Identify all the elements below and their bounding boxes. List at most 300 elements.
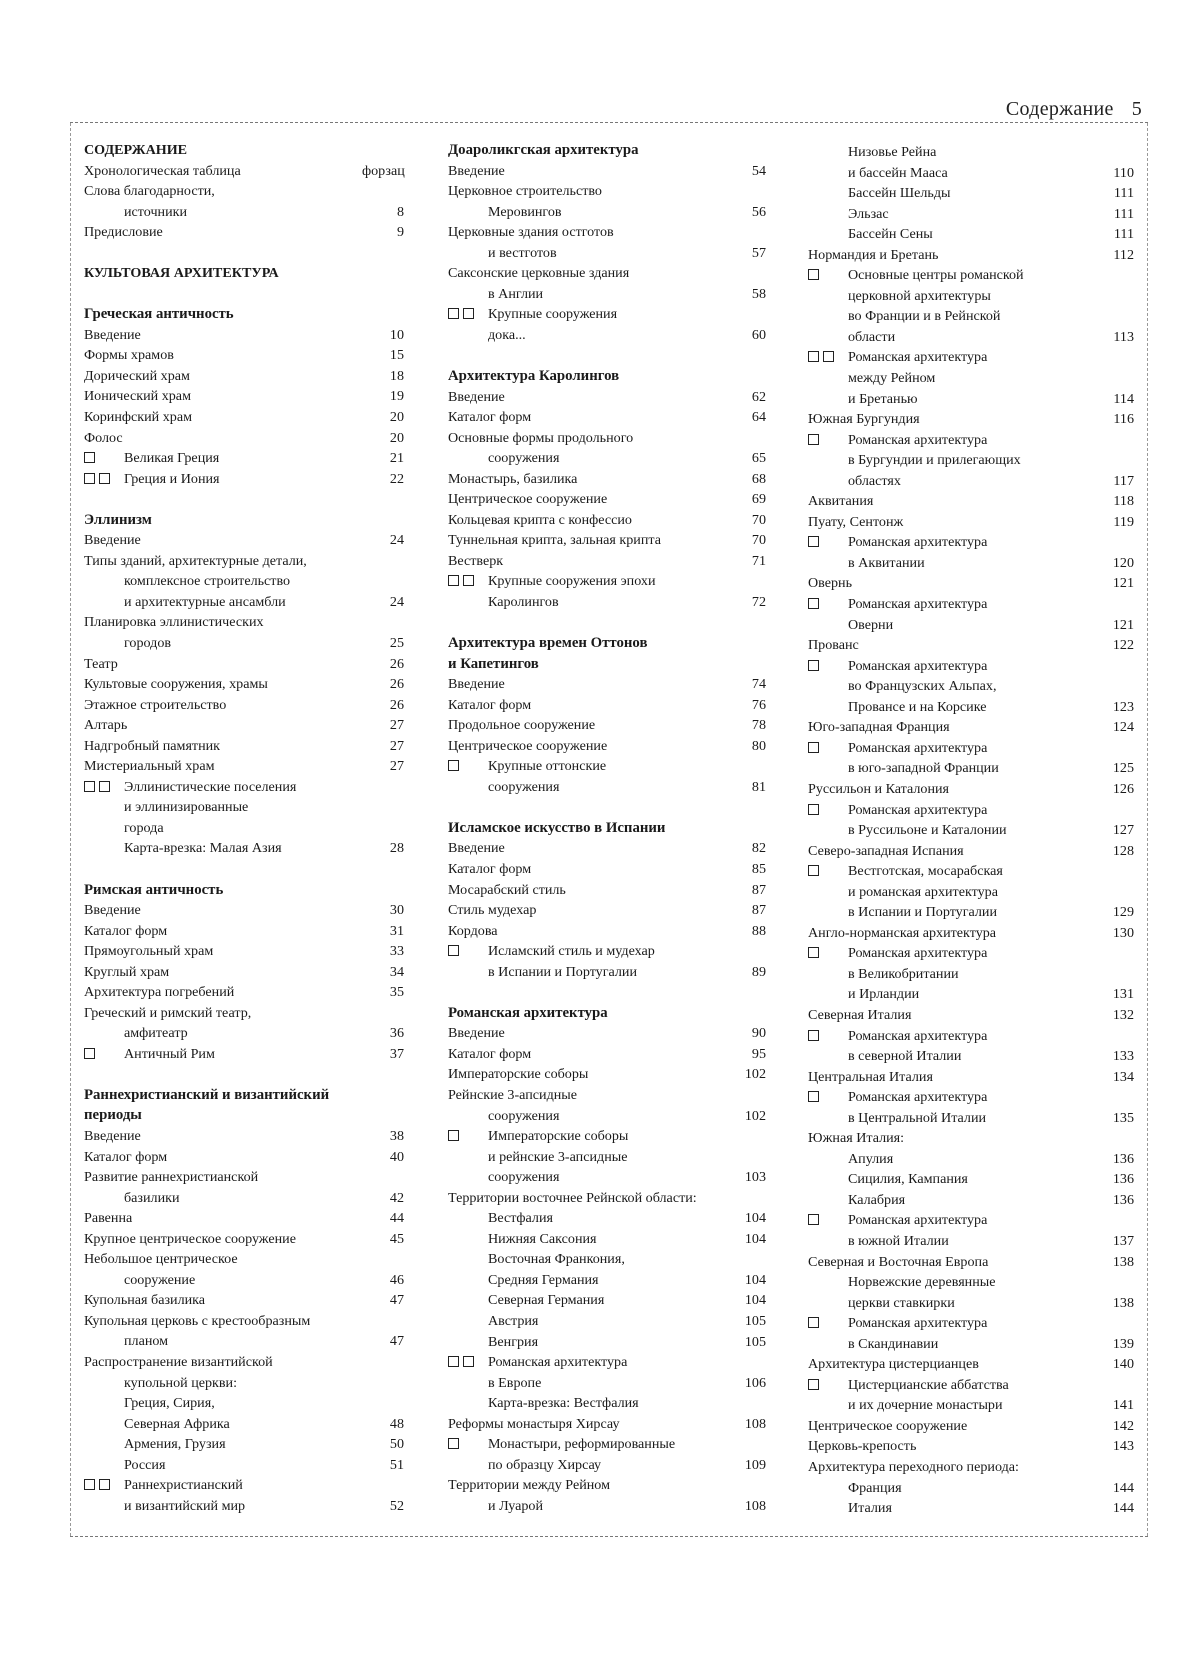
toc-entry-text: Италия: [848, 1500, 892, 1517]
toc-page-number: 22: [389, 470, 404, 487]
toc-entry: [448, 1044, 766, 1065]
toc-spacer: [84, 859, 404, 880]
toc-line: [448, 1373, 766, 1394]
toc-line: [808, 841, 1134, 862]
toc-entry-text: Романская архитектура: [848, 739, 988, 756]
map-marker-icon: [808, 943, 848, 964]
toc-entry: [808, 1210, 1134, 1251]
toc-entry: [84, 982, 404, 1003]
toc-entry-text: и Луарой: [488, 1497, 544, 1514]
toc-line: [448, 777, 766, 798]
toc-page-number: 15: [389, 347, 404, 364]
toc-entry: [84, 1311, 404, 1352]
toc-entry-text: Архитектура времен Оттонов: [448, 635, 648, 652]
toc-entry-text: в Руссильоне и Каталонии: [848, 822, 1007, 839]
toc-entry-text: периоды: [84, 1107, 142, 1124]
toc-page-number: 138: [1112, 1253, 1134, 1270]
toc-line: [84, 612, 404, 633]
toc-page-number: 26: [389, 655, 404, 672]
toc-entry-text: Монастырь, базилика: [448, 470, 578, 487]
toc-page-number: 58: [751, 285, 766, 302]
toc-section-title: [84, 880, 404, 901]
toc-entry-text: Слова благодарности,: [84, 183, 215, 200]
toc-entry-text: Введение: [448, 1025, 505, 1042]
toc-entry-text: Прованс: [808, 637, 859, 654]
toc-page-number: 60: [751, 326, 766, 343]
toc-page-number: 78: [751, 717, 766, 734]
toc-page-number: 25: [389, 634, 404, 651]
toc-column-2: [448, 140, 766, 1516]
toc-entry: [808, 347, 1134, 409]
toc-line: [808, 347, 1134, 368]
toc-entry-text: комплексное строительство: [124, 573, 291, 590]
toc-spacer: [448, 345, 766, 366]
square-icon: [448, 1356, 459, 1367]
toc-line: [448, 571, 766, 592]
toc-line: [84, 1270, 404, 1291]
toc-entry-text: в Великобритании: [848, 965, 959, 982]
toc-entry: [448, 263, 766, 304]
toc-entry: [808, 1436, 1134, 1457]
square-icon: [808, 269, 819, 280]
square-icon: [808, 434, 819, 445]
toc-entry-text: и Капетингов: [448, 655, 539, 672]
toc-line: [448, 1023, 766, 1044]
square-icon: [84, 452, 95, 463]
toc-page-number: 69: [751, 491, 766, 508]
toc-entry: [84, 551, 404, 613]
toc-entry: [84, 654, 404, 675]
toc-page-number: 144: [1112, 1500, 1134, 1517]
toc-page-number: 130: [1112, 924, 1134, 941]
toc-line: [84, 1311, 404, 1332]
toc-page-number: 104: [744, 1292, 766, 1309]
toc-entry-text: Романская архитектура: [848, 1315, 988, 1332]
toc-page-number: 111: [1113, 205, 1134, 222]
toc-page-number: 121: [1112, 616, 1134, 633]
toc-line: [808, 676, 1134, 697]
toc-entry: [448, 1475, 766, 1516]
toc-line: [448, 900, 766, 921]
toc-entry: [808, 1026, 1134, 1067]
toc-line: [448, 530, 766, 551]
toc-entry: [808, 717, 1134, 738]
toc-section-title: [84, 304, 404, 325]
toc-line: [448, 715, 766, 736]
page-number: 5: [1131, 98, 1142, 120]
toc-entry-text: и рейнские 3-апсидные: [488, 1148, 628, 1165]
toc-entry: [84, 756, 404, 777]
toc-line: [84, 366, 404, 387]
toc-line: [84, 982, 404, 1003]
toc-entry: [448, 222, 766, 263]
toc-entry: [84, 448, 404, 469]
toc-line: [808, 1395, 1134, 1416]
toc-entry-text: Низовье Рейна: [848, 144, 937, 160]
toc-entry: [84, 469, 404, 490]
map-marker-icon: [808, 1087, 848, 1108]
toc-page-number: 104: [744, 1210, 766, 1227]
toc-entry-text: Введение: [448, 840, 505, 857]
toc-page-number: 76: [751, 696, 766, 713]
toc-entry: [808, 1478, 1134, 1499]
toc-entry: [84, 366, 404, 387]
toc-entry-text: Южная Бургундия: [808, 411, 920, 428]
toc-entry: [448, 900, 766, 921]
toc-page-number: 42: [389, 1189, 404, 1206]
toc-line: [448, 161, 766, 182]
toc-spacer: [84, 489, 404, 510]
toc-page-number: 30: [389, 902, 404, 919]
toc-page-number: 38: [389, 1128, 404, 1145]
toc-line: [84, 1393, 404, 1414]
toc-entry: [448, 469, 766, 490]
toc-entry-text: Мосарабский стиль: [448, 881, 566, 898]
toc-entry: [808, 142, 1134, 163]
toc-entry-text: Равенна: [84, 1210, 133, 1227]
map-marker-icon: [808, 430, 848, 451]
map-marker-icon: [448, 941, 488, 962]
map-marker-icon: [808, 861, 848, 882]
toc-entry-text: Романская архитектура: [848, 349, 988, 366]
toc-line: [448, 1085, 766, 1106]
toc-line: [448, 838, 766, 859]
toc-entry-text: Монастыри, реформированные: [488, 1436, 676, 1453]
toc-line: [808, 656, 1134, 677]
toc-page-number: 120: [1112, 554, 1134, 571]
square-icon: [463, 575, 474, 586]
toc-entry: [808, 1005, 1134, 1026]
toc-entry-text: и их дочерние монастыри: [848, 1397, 1003, 1414]
map-marker-icon: [808, 800, 848, 821]
toc-line: [448, 202, 766, 223]
toc-entry-text: Небольшое центрическое: [84, 1251, 238, 1268]
toc-entry: [808, 1149, 1134, 1170]
toc-entry: [448, 304, 766, 345]
toc-page-number: 26: [389, 676, 404, 693]
toc-entry: [808, 573, 1134, 594]
toc-line: [448, 1455, 766, 1476]
toc-page-number: 117: [1113, 472, 1134, 489]
toc-line: [448, 1311, 766, 1332]
toc-entry: [84, 1352, 404, 1393]
toc-entry-text: Романская архитектура: [848, 801, 988, 818]
square-icon: [808, 1317, 819, 1328]
toc-entry: [84, 921, 404, 942]
toc-entry: [448, 161, 766, 182]
toc-line: [448, 1003, 766, 1024]
map-marker-icon: [808, 1026, 848, 1047]
toc-page-number: 40: [389, 1148, 404, 1165]
toc-line: [84, 654, 404, 675]
toc-line: [808, 1210, 1134, 1231]
toc-entry-text: Раннехристианский и византийский: [84, 1086, 330, 1103]
toc-entry: [808, 635, 1134, 656]
toc-page-number: 24: [389, 593, 404, 610]
toc-page-number: 70: [751, 532, 766, 549]
toc-line: [808, 1498, 1134, 1519]
toc-line: [808, 1354, 1134, 1375]
toc-entry-text: Исламское искусство в Испании: [448, 819, 666, 836]
toc-entry-text: Вестверк: [448, 552, 504, 569]
map-marker-icon: [808, 1210, 848, 1231]
toc-spacer: [448, 982, 766, 1003]
toc-line: [808, 1375, 1134, 1396]
toc-line: [808, 697, 1134, 718]
toc-page-number: 28: [389, 840, 404, 857]
toc-entry: [808, 1416, 1134, 1437]
toc-entry-text: купольной церкви:: [124, 1374, 238, 1391]
toc-entry: [808, 1313, 1134, 1354]
toc-line: [808, 1128, 1134, 1149]
toc-entry-text: Романская архитектура: [848, 534, 988, 551]
toc-page-number: 27: [389, 737, 404, 754]
toc-line: [84, 1475, 404, 1496]
toc-entry-text: Основные центры романской: [848, 267, 1024, 284]
toc-entry-text: в Центральной Италии: [848, 1109, 987, 1126]
toc-entry-text: Фолос: [84, 429, 123, 446]
toc-line: [448, 1064, 766, 1085]
toc-page-number: 82: [751, 840, 766, 857]
toc-line: [808, 306, 1134, 327]
toc-line: [448, 1229, 766, 1250]
toc-page-number: 113: [1113, 328, 1134, 345]
toc-entry-text: Оверни: [848, 616, 894, 633]
toc-entry-text: Калабрия: [848, 1191, 906, 1208]
toc-entry-text: СОДЕРЖАНИЕ: [84, 142, 188, 158]
toc-entry-text: Северная Африка: [124, 1415, 230, 1432]
toc-page-number: 45: [389, 1230, 404, 1247]
toc-line: [448, 304, 766, 325]
toc-line: [808, 573, 1134, 594]
toc-line: [448, 1332, 766, 1353]
toc-line: [84, 1044, 404, 1065]
toc-entry-text: Архитектура погребений: [84, 984, 235, 1001]
toc-line: [84, 797, 404, 818]
toc-entry: [808, 1272, 1134, 1313]
toc-entry-text: Нормандия и Бретань: [808, 246, 939, 263]
toc-entry-text: и Бретанью: [848, 390, 918, 407]
toc-entry: [808, 1498, 1134, 1519]
toc-entry-text: в Испании и Португалии: [488, 963, 638, 980]
map-marker-icon: [448, 1434, 488, 1455]
toc-line: [448, 1188, 766, 1209]
toc-entry-text: Романская архитектура: [848, 1212, 988, 1229]
toc-entry-text: Франция: [848, 1479, 902, 1496]
toc-line: [808, 409, 1134, 430]
toc-entry-text: Англо-норманская архитектура: [808, 924, 997, 941]
toc-line: [448, 1414, 766, 1435]
toc-line: [448, 1290, 766, 1311]
toc-line: [448, 1434, 766, 1455]
toc-entry: [448, 1064, 766, 1085]
toc-entry-text: Северная и Восточная Европа: [808, 1253, 989, 1270]
toc-entry: [808, 594, 1134, 635]
toc-entry-text: Греция, Сирия,: [124, 1395, 215, 1412]
toc-line: [808, 1416, 1134, 1437]
toc-entry-text: Императорские соборы: [488, 1128, 629, 1145]
toc-entry: [84, 900, 404, 921]
toc-page-number: 143: [1112, 1438, 1134, 1455]
square-icon: [448, 1438, 459, 1449]
square-icon: [84, 1048, 95, 1059]
toc-entry: [448, 551, 766, 572]
toc-line: [808, 1087, 1134, 1108]
map-marker-icon: [84, 1044, 124, 1065]
toc-line: [808, 800, 1134, 821]
toc-entry-text: Церковные здания остготов: [448, 224, 614, 241]
toc-page-number: 87: [751, 881, 766, 898]
toc-entry: [84, 1044, 404, 1065]
toc-entry: [448, 407, 766, 428]
square-icon: [84, 781, 95, 792]
toc-line: [808, 820, 1134, 841]
map-marker-icon: [448, 304, 488, 325]
toc-line: [808, 327, 1134, 348]
toc-entry: [448, 674, 766, 695]
toc-line: [808, 512, 1134, 533]
toc-entry-text: Архитектура переходного периода:: [808, 1459, 1019, 1475]
toc-page-number: 47: [389, 1292, 404, 1309]
map-marker-icon: [84, 1475, 124, 1496]
toc-line: [448, 243, 766, 264]
toc-line: [808, 245, 1134, 266]
toc-entry-text: Россия: [124, 1456, 166, 1473]
toc-line: [808, 491, 1134, 512]
toc-heading: [84, 140, 404, 161]
square-icon: [84, 1479, 95, 1490]
toc-page-number: 133: [1112, 1048, 1134, 1065]
toc-page-number: 50: [389, 1436, 404, 1453]
toc-page-number: 122: [1112, 637, 1134, 654]
toc-line: [808, 1313, 1134, 1334]
toc-page-number: 124: [1112, 719, 1134, 736]
toc-line: [808, 368, 1134, 389]
toc-line: [808, 758, 1134, 779]
toc-entry: [448, 428, 766, 469]
toc-entry: [448, 387, 766, 408]
toc-line: [84, 592, 404, 613]
toc-line: [448, 592, 766, 613]
toc-page-number: 71: [751, 552, 766, 569]
toc-entry: [84, 345, 404, 366]
toc-entry: [808, 183, 1134, 204]
toc-entry-text: Каролингов: [488, 593, 559, 610]
toc-line: [808, 1190, 1134, 1211]
toc-page-number: 127: [1112, 822, 1134, 839]
toc-page-number: 102: [744, 1066, 766, 1083]
toc-column-3: [808, 142, 1134, 1519]
toc-page-number: 20: [389, 409, 404, 426]
toc-page-number: 88: [751, 922, 766, 939]
toc-entry: [808, 245, 1134, 266]
toc-entry-text: Крупные оттонские: [488, 758, 607, 775]
toc-entry-text: Типы зданий, архитектурные детали,: [84, 552, 307, 569]
toc-line: [84, 1126, 404, 1147]
toc-entry-text: Раннехристианский: [124, 1477, 243, 1494]
toc-entry: [808, 265, 1134, 347]
toc-entry-text: Прямоугольный храм: [84, 943, 214, 960]
square-icon: [808, 865, 819, 876]
square-icon: [808, 660, 819, 671]
toc-page-number: 21: [389, 450, 404, 467]
toc-line: [84, 695, 404, 716]
toc-line: [808, 471, 1134, 492]
toc-entry-text: Императорские соборы: [448, 1066, 589, 1083]
toc-page-number: 139: [1112, 1335, 1134, 1352]
toc-entry: [808, 1169, 1134, 1190]
toc-entry-text: КУЛЬТОВАЯ АРХИТЕКТУРА: [84, 265, 279, 282]
toc-entry-text: Австрия: [488, 1312, 539, 1329]
square-icon: [448, 945, 459, 956]
toc-line: [808, 1046, 1134, 1067]
toc-page-number: 109: [744, 1456, 766, 1473]
toc-entry-text: Введение: [84, 326, 141, 343]
toc-page-number: 106: [744, 1374, 766, 1391]
toc-line: [84, 325, 404, 346]
toc-entry: [808, 204, 1134, 225]
toc-entry-text: Центральная Италия: [808, 1068, 933, 1085]
toc-line: [84, 941, 404, 962]
toc-entry-text: Введение: [448, 388, 505, 405]
map-marker-icon: [448, 571, 488, 592]
toc-line: [808, 532, 1134, 553]
toc-line: [448, 818, 766, 839]
toc-entry-text: Продольное сооружение: [448, 717, 596, 734]
toc-line: [448, 1126, 766, 1147]
toc-entry-text: Планировка эллинистических: [84, 614, 264, 631]
map-marker-icon: [808, 656, 848, 677]
toc-entry-text: планом: [124, 1333, 169, 1350]
toc-line: [808, 1026, 1134, 1047]
toc-line: [84, 1434, 404, 1455]
toc-line: [808, 163, 1134, 184]
toc-entry-text: по образцу Хирсау: [488, 1456, 602, 1473]
toc-page-number: 87: [751, 902, 766, 919]
map-marker-icon: [808, 1375, 848, 1396]
toc-entry: [84, 428, 404, 449]
toc-spacer: [448, 797, 766, 818]
toc-line: [84, 1455, 404, 1476]
toc-line: [448, 941, 766, 962]
toc-section-title: [448, 366, 766, 387]
toc-page-number: 26: [389, 696, 404, 713]
toc-line: [84, 181, 404, 202]
toc-line: [84, 633, 404, 654]
toc-entry-text: Эллинизм: [84, 511, 152, 528]
toc-entry: [84, 1229, 404, 1250]
toc-line: [448, 1167, 766, 1188]
toc-entry: [84, 325, 404, 346]
toc-line: [448, 448, 766, 469]
toc-entry-text: Распространение византийской: [84, 1354, 273, 1371]
toc-entry: [808, 738, 1134, 779]
running-head: [1006, 98, 1142, 121]
toc-line: [84, 674, 404, 695]
toc-entry-text: Северная Германия: [488, 1292, 605, 1309]
toc-entry: [448, 571, 766, 612]
toc-entry: [84, 962, 404, 983]
square-icon: [448, 308, 459, 319]
toc-page-number: 142: [1112, 1417, 1134, 1434]
toc-line: [448, 674, 766, 695]
toc-line: [808, 923, 1134, 944]
toc-entry: [808, 224, 1134, 245]
toc-entry: [84, 1455, 404, 1476]
toc-line: [84, 736, 404, 757]
toc-line: [808, 1108, 1134, 1129]
toc-entry: [808, 1067, 1134, 1088]
